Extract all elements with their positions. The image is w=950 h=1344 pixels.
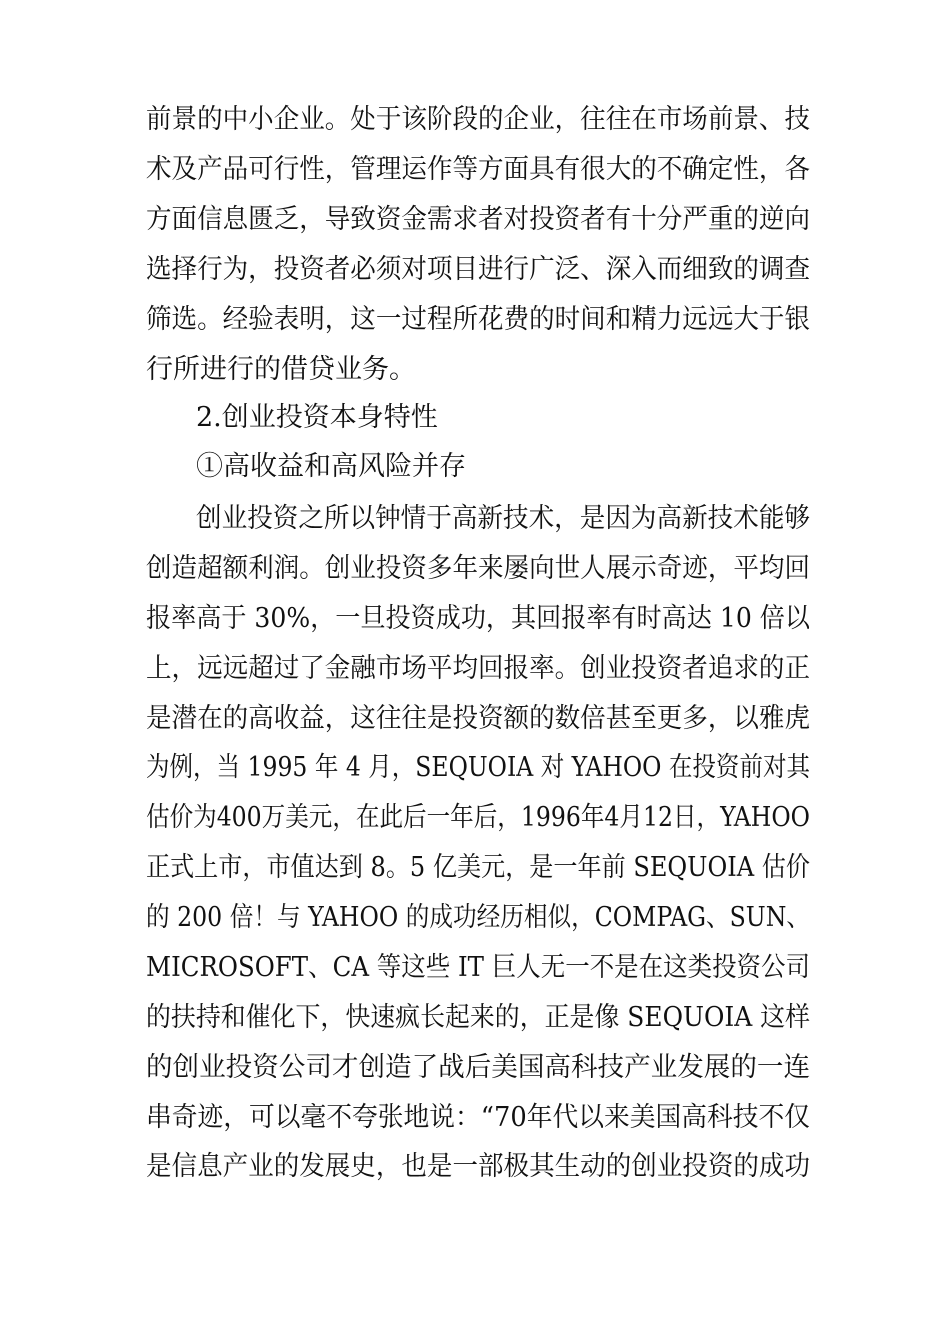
- text-line: 正式上市，市值达到 8。5 亿美元，是一年前 SEQUOIA 估价: [146, 852, 810, 883]
- subsection-heading: ①高收益和高风险并存: [196, 451, 466, 482]
- section-heading: 2.创业投资本身特性: [196, 402, 438, 433]
- text-line: 是信息产业的发展史，也是一部极其生动的创业投资的成功: [146, 1151, 810, 1182]
- text-line: 选择行为，投资者必须对项目进行广泛、深入而细致的调查: [146, 254, 810, 285]
- text-line: 术及产品可行性，管理运作等方面具有很大的不确定性，各: [146, 154, 810, 185]
- text-line: 方面信息匮乏，导致资金需求者对投资者有十分严重的逆向: [146, 204, 810, 235]
- text-line: MICROSOFT、CA 等这些 IT 巨人无一不是在这类投资公司: [146, 952, 810, 983]
- text-line: 上，远远超过了金融市场平均回报率。创业投资者追求的正: [146, 653, 810, 684]
- text-line: 创造超额利润。创业投资多年来屡向世人展示奇迹，平均回: [146, 553, 810, 584]
- text-line: 为例，当 1995 年 4 月，SEQUOIA 对 YAHOO 在投资前对其: [146, 752, 810, 783]
- text-line: 前景的中小企业。处于该阶段的企业，往往在市场前景、技: [146, 104, 810, 135]
- text-line: 报率高于 30%，一旦投资成功，其回报率有时高达 10 倍以: [146, 603, 810, 634]
- text-line: 的扶持和催化下，快速疯长起来的，正是像 SEQUOIA 这样: [146, 1002, 810, 1033]
- text-line: 串奇迹，可以毫不夸张地说：“70年代以来美国高科技不仅: [146, 1102, 810, 1133]
- text-line: 估价为400万美元，在此后一年后，1996年4月12日，YAHOO: [146, 802, 810, 833]
- text-line: 是潜在的高收益，这往往是投资额的数倍甚至更多，以雅虎: [146, 703, 810, 734]
- text-line: 行所进行的借贷业务。: [146, 354, 416, 385]
- text-line: 创业投资之所以钟情于高新技术，是因为高新技术能够: [196, 503, 810, 534]
- text-line: 的 200 倍！与 YAHOO 的成功经历相似，COMPAG、SUN、: [146, 902, 810, 933]
- text-line: 筛选。经验表明，这一过程所花费的时间和精力远远大于银: [146, 304, 810, 335]
- text-line: 的创业投资公司才创造了战后美国高科技产业发展的一连: [146, 1052, 810, 1083]
